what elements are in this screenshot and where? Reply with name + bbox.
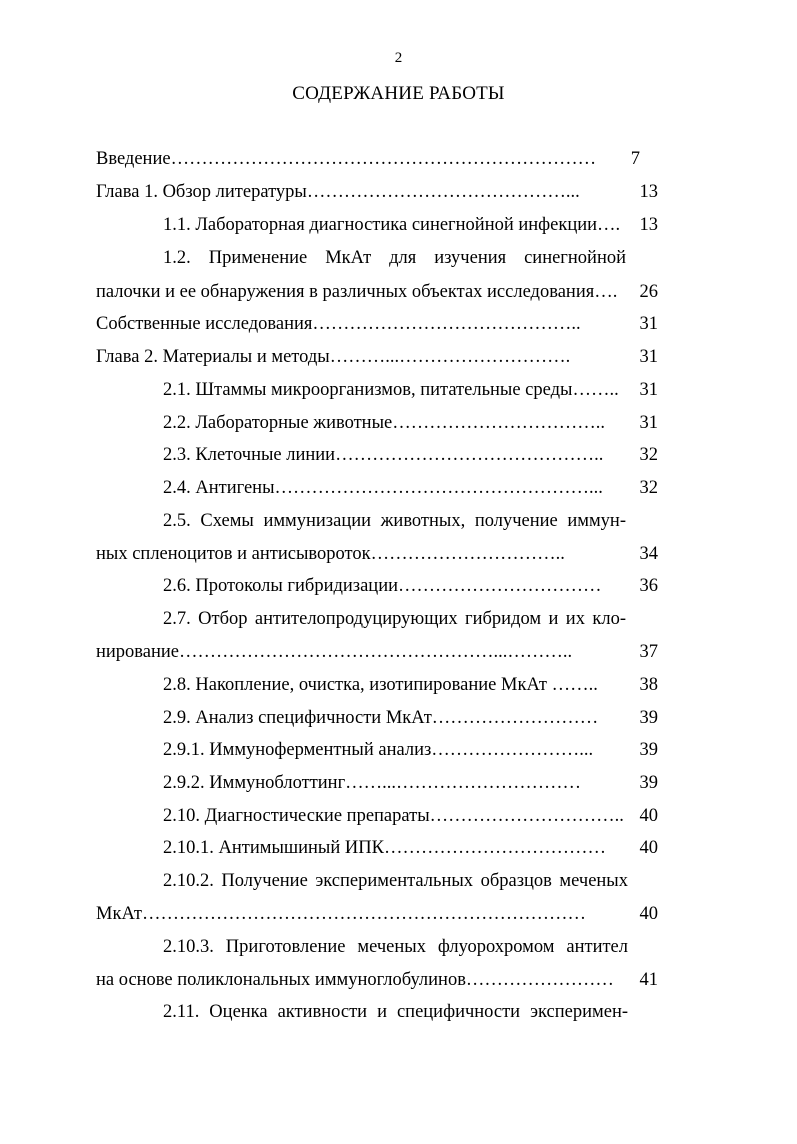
toc-entry-page-cell [618, 571, 660, 601]
toc-entry-2-11-line1: 2.11. Оценка активности и специфичности эксперимен- [163, 1002, 628, 1022]
toc-entry-page-cell [618, 637, 660, 667]
toc-entry-page-cell [618, 277, 660, 307]
toc-entry-page: 39 [639, 773, 658, 793]
toc-entry-page: 38 [639, 675, 658, 695]
toc-entry-page-cell [618, 703, 660, 733]
toc-entry-text: 2.10.1. Антимышиный ИПК……………………………… [163, 838, 606, 858]
toc-entry-text: 2.4. Антигены……………………………………………... [163, 478, 603, 498]
toc-entry-page: 7 [630, 149, 640, 169]
toc-entry-page-cell [618, 375, 660, 405]
toc-entry-page: 13 [639, 215, 658, 235]
toc-entry-page: 39 [639, 708, 658, 728]
toc-entry-page-cell [618, 309, 660, 339]
toc-entry-text: Собственные исследования…………………………………….. [96, 314, 581, 334]
toc-entry-page-cell [618, 210, 660, 240]
toc-entry-text: 2.3. Клеточные линии…………………………………….. [163, 445, 604, 465]
page-number: 2 [394, 50, 403, 66]
toc-entry-page-cell [618, 342, 660, 372]
toc-entry-text: 1.1. Лабораторная диагностика синегнойной инфекции…. [163, 215, 621, 235]
toc-entry-page: 32 [639, 478, 658, 498]
toc-entry-page-cell [618, 177, 660, 207]
toc-entry-text: 2.1. Штаммы микроорганизмов, питательные среды…….. [163, 380, 619, 400]
toc-entry-page-cell [618, 768, 660, 798]
toc-entry-page: 13 [639, 182, 658, 202]
toc-entry-page: 40 [639, 838, 658, 858]
toc-entry-page: 31 [639, 347, 658, 367]
toc-entry-text: 2.9.2. Иммуноблоттинг……...………………………… [163, 773, 582, 793]
toc-entry-text: 2.2. Лабораторные животные…………………………….. [163, 413, 605, 433]
toc-entry-1-2-line2 [96, 277, 628, 307]
toc-entry-page-cell [618, 408, 660, 438]
toc-entry-page: 31 [639, 314, 658, 334]
toc-entry-page: 26 [639, 282, 658, 302]
toc-entry-2-10-3-line2 [96, 965, 628, 995]
toc-entry-page-cell [618, 833, 660, 863]
toc-entry-2-7-line2 [96, 637, 628, 667]
toc-entry-text: 2.9. Анализ специфичности МкАт……………………… [163, 708, 599, 728]
toc-entry-2-3 [163, 440, 628, 470]
toc-entry-text: палочки и ее обнаружения в различных объектах исследования…. [96, 282, 618, 302]
toc-entry-text: Введение…………………………………………………………… [96, 149, 597, 169]
toc-entry-text: нирование……………………………………………...……….. [96, 642, 573, 662]
toc-entry-text: ных спленоцитов и антисывороток………………………….. [96, 544, 565, 564]
toc-entry-2-8 [163, 670, 628, 700]
toc-entry-2-9 [163, 703, 628, 733]
toc-entry-1-1 [163, 210, 628, 240]
toc-entry-page: 31 [639, 413, 658, 433]
toc-entry-2-10-3-line1: 2.10.3. Приготовление меченых флуорохромом антител [163, 937, 628, 957]
toc-entry-page: 36 [639, 576, 658, 596]
toc-entry-page-cell [618, 899, 660, 929]
toc-entry-2-10 [163, 801, 628, 831]
toc-entry-text: на основе поликлональных иммуноглобулинов…………………… [96, 970, 614, 990]
toc-entry-page: 41 [639, 970, 658, 990]
toc-entry-2-9-1 [163, 735, 628, 765]
toc-entry-page: 39 [639, 740, 658, 760]
toc-entry-2-9-2 [163, 768, 628, 798]
toc-entry-page: 40 [639, 904, 658, 924]
toc-entry-page-cell [618, 440, 660, 470]
toc-entry-page-cell [618, 473, 660, 503]
toc-entry-text: 2.8. Накопление, очистка, изотипирование МкАт …….. [163, 675, 598, 695]
toc-entry-chapter-1 [96, 177, 626, 207]
toc-entry-text: 2.6. Протоколы гибридизации…………………………… [163, 576, 602, 596]
toc-entry-text: Глава 1. Обзор литературы……………………………………... [96, 182, 580, 202]
toc-entry-page: 31 [639, 380, 658, 400]
toc-entry-2-10-1 [163, 833, 628, 863]
toc-entry-page-cell [618, 539, 660, 569]
toc-entry-page-cell [618, 965, 660, 995]
toc-entry-page: 32 [639, 445, 658, 465]
toc-entry-2-6 [163, 571, 628, 601]
toc-entry-page: 37 [639, 642, 658, 662]
toc-entry-text: 2.9.1. Иммуноферментный анализ……………………... [163, 740, 594, 760]
page-title: СОДЕРЖАНИЕ РАБОТЫ [292, 83, 505, 104]
toc-entry-2-7-line1: 2.7. Отбор антителопродуцирующих гибридом и их кло- [163, 609, 626, 629]
toc-entry-2-1 [163, 375, 628, 405]
toc-entry-2-5-line1: 2.5. Схемы иммунизации животных, получение иммун- [163, 511, 626, 531]
toc-entry-page-cell [618, 801, 660, 831]
toc-entry-page-cell [618, 735, 660, 765]
toc-entry-2-2 [163, 408, 628, 438]
toc-entry-introduction [96, 144, 626, 174]
toc-entry-text: 2.10. Диагностические препараты………………………….. [163, 806, 624, 826]
toc-entry-2-4 [163, 473, 628, 503]
toc-entry-text: Глава 2. Материалы и методы………...………………………. [96, 347, 571, 367]
toc-entry-2-5-line2 [96, 539, 628, 569]
toc-entry-1-2-line1: 1.2. Применение МкАт для изучения синегнойной [163, 248, 626, 268]
toc-entry-page: 34 [639, 544, 658, 564]
toc-entry-text: МкАт……………………………………………………………… [96, 904, 586, 924]
toc-entry-page-cell [600, 144, 660, 174]
toc-entry-2-10-2-line1: 2.10.2. Получение экспериментальных образцов меченых [163, 871, 628, 891]
toc-entry-chapter-2 [96, 342, 626, 372]
toc-entry-2-10-2-line2 [96, 899, 628, 929]
toc-entry-page-cell [618, 670, 660, 700]
toc-entry-page: 40 [639, 806, 658, 826]
toc-entry-own-research [96, 309, 626, 339]
